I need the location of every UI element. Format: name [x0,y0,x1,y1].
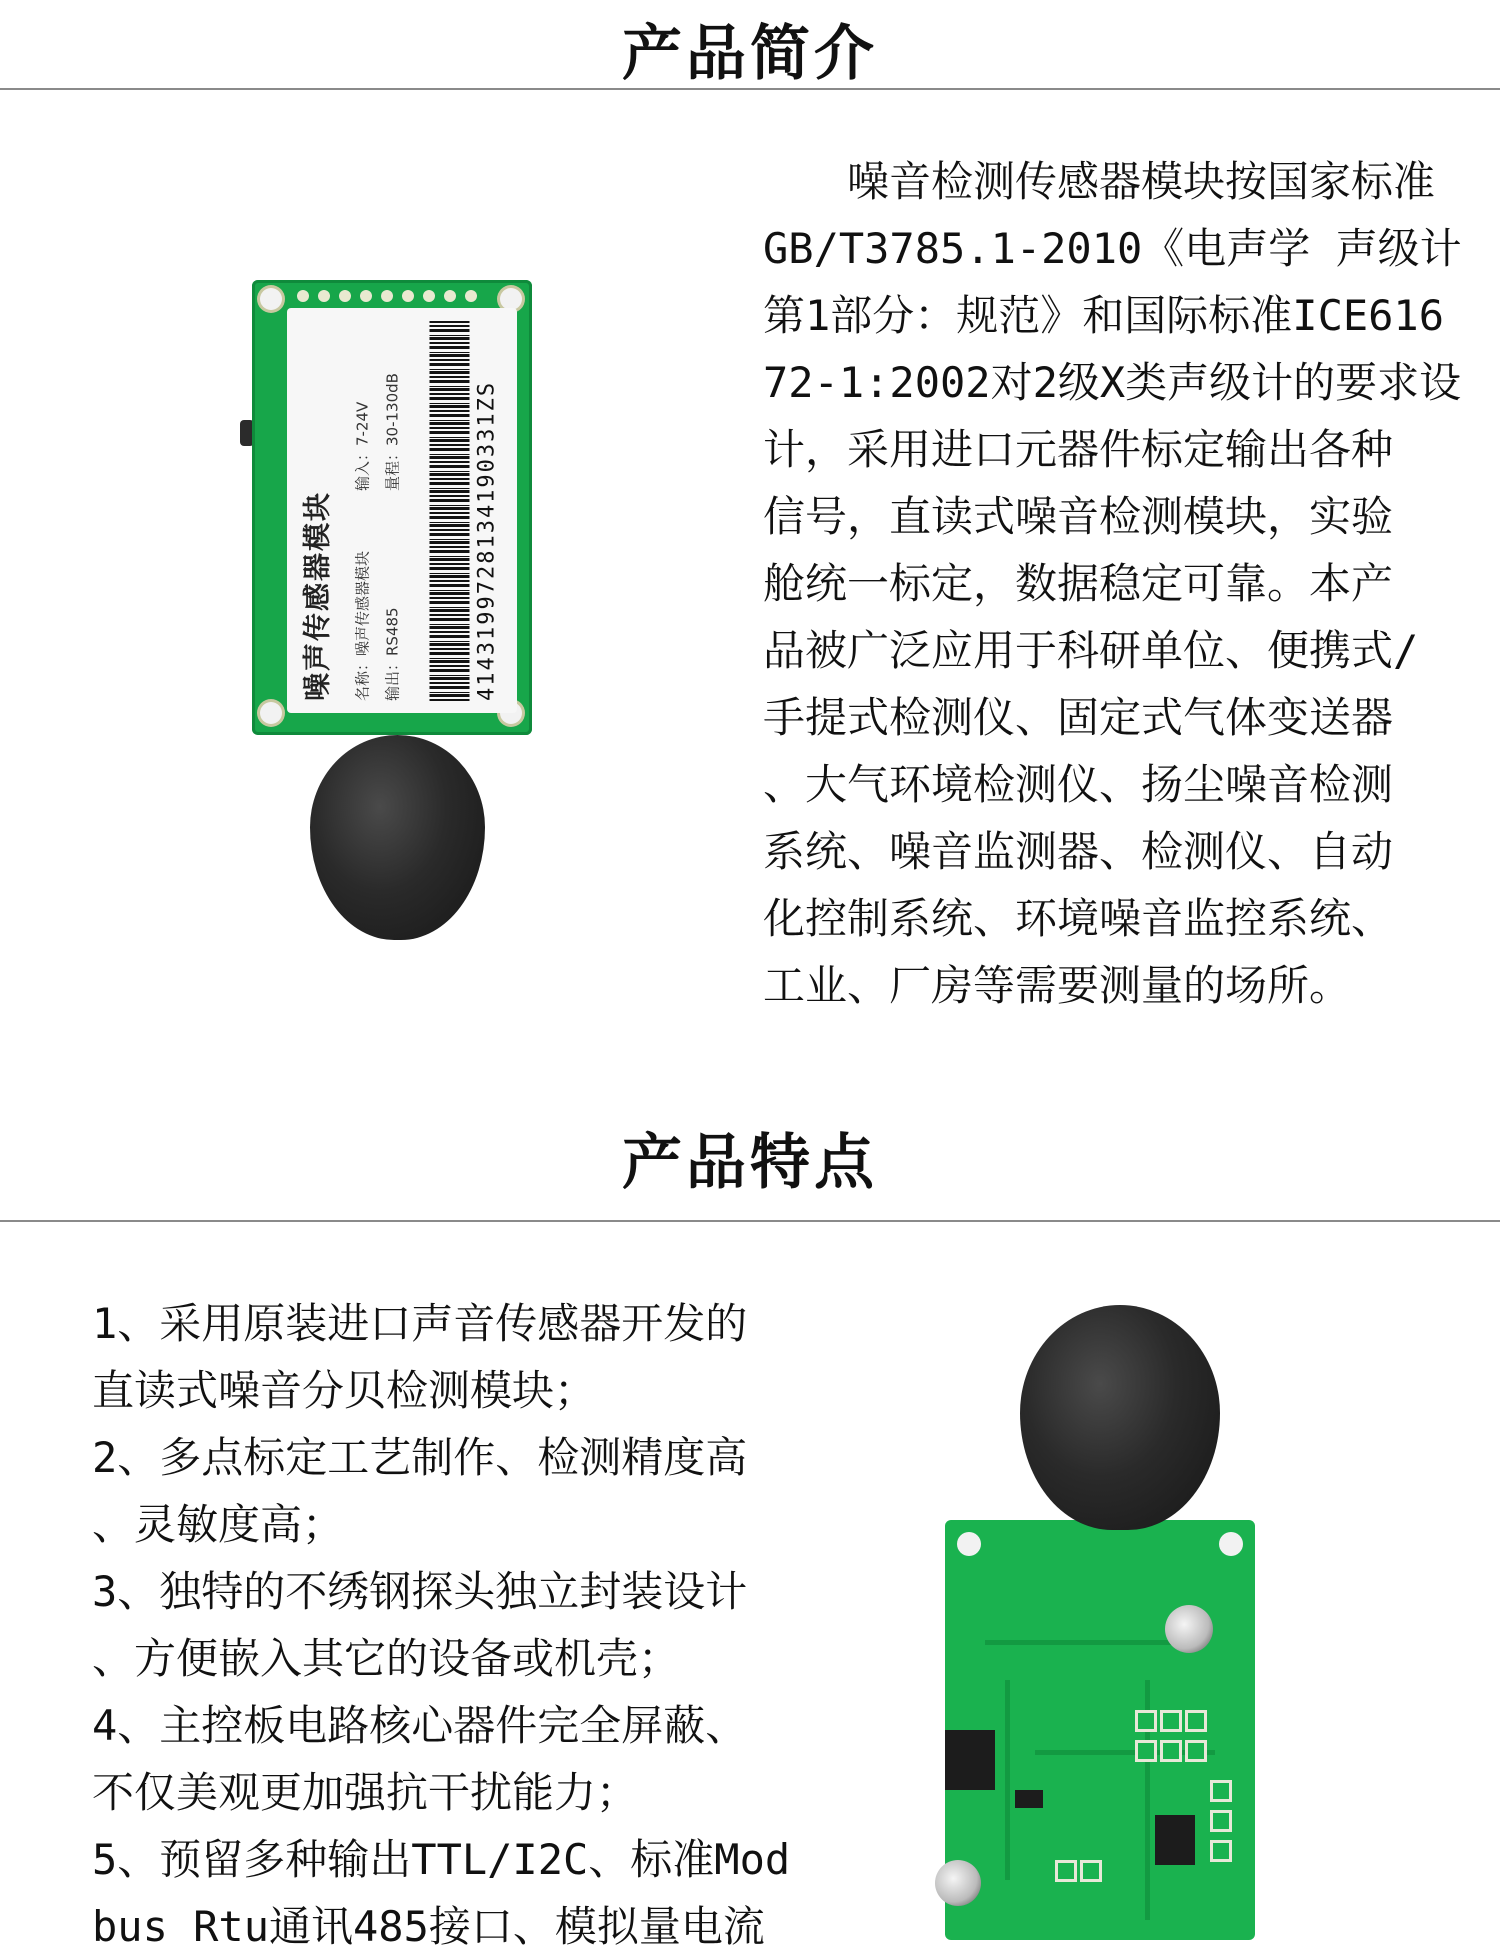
mount-hole [500,288,522,310]
capacitor [1165,1605,1213,1653]
microphone-foam [1020,1305,1220,1530]
intro-line: 舱统一标定，数据稳定可靠。本产 [763,559,1394,608]
label-title: 噪声传感器模块 [300,490,334,701]
intro-line: 手提式检测仪、固定式气体变送器 [763,693,1394,742]
smd-part [1015,1790,1043,1808]
label-serial-code: 4143199728134190331ZS [474,380,500,701]
pin-pad [465,290,477,302]
pcb-board-back [945,1520,1255,1940]
pin-pad [360,290,372,302]
solder-pad [1135,1740,1157,1762]
solder-pad [1210,1810,1232,1832]
label-input: 输入：7-24V [353,401,372,491]
label-range: 量程：30-130dB [383,372,402,491]
solder-pad [1055,1860,1077,1882]
mount-hole [260,702,282,724]
pin-pad [423,290,435,302]
pin-pad [339,290,351,302]
pcb-trace [1005,1680,1010,1880]
feature-line: 、灵敏度高； [92,1500,345,1549]
solder-pad [1210,1840,1232,1862]
barcode [430,321,470,701]
product-label-sticker [287,308,517,713]
intro-line: 噪音检测传感器模块按国家标准 [763,157,1436,206]
mount-hole [260,288,282,310]
intro-line: 工业、厂房等需要测量的场所。 [763,961,1352,1010]
solder-pad [1210,1780,1232,1802]
intro-line: GB/T3785.1-2010《电声学 声级计 [763,224,1462,273]
feature-line: 1、采用原装进口声音传感器开发的 [92,1299,748,1348]
product-intro-paragraph [763,148,1463,1019]
capacitor [935,1860,981,1906]
solder-pad [1080,1860,1102,1882]
intro-line: 72-1:2002对2级X类声级计的要求设 [763,358,1462,407]
label-name: 名称：噪声传感器模块 [353,550,372,701]
mount-hole [1219,1532,1243,1556]
microphone-foam [310,735,485,940]
regulator-chip [945,1730,995,1790]
feature-line: 不仅美观更加强抗干扰能力； [92,1768,639,1817]
intro-line: 第1部分：规范》和国际标准ICE616 [763,291,1445,340]
intro-line: 计，采用进口元器件标定输出各种 [763,425,1394,474]
section-divider-features [0,1220,1500,1222]
pcb-board-front [252,280,532,735]
intro-line: 信号，直读式噪音检测模块，实验 [763,492,1394,541]
feature-line: 5、预留多种输出TTL/I2C、标准Mod [92,1835,791,1884]
pin-pad [297,290,309,302]
mount-hole [957,1532,981,1556]
feature-line: 2、多点标定工艺制作、检测精度高 [92,1433,748,1482]
pin-pad [402,290,414,302]
pin-pad [381,290,393,302]
feature-line: 、方便嵌入其它的设备或机壳； [92,1634,681,1683]
solder-pad [1185,1740,1207,1762]
intro-line: 化控制系统、环境噪音监控系统、 [763,894,1394,943]
feature-line: 直读式噪音分贝检测模块； [92,1366,597,1415]
product-image-back [920,1305,1280,1920]
feature-line: bus Rtu通讯485接口、模拟量电流 [92,1902,765,1951]
feature-line: 4、主控板电路核心器件完全屏蔽、 [92,1701,748,1750]
intro-line: 系统、噪音监测器、检测仪、自动 [763,827,1394,876]
product-image-front [240,275,540,955]
solder-pad [1160,1710,1182,1732]
intro-line: 、大气环境检测仪、扬尘噪音检测 [763,760,1394,809]
pin-pad [318,290,330,302]
label-output: 输出：RS485 [383,606,402,701]
section-title-intro: 产品简介 [622,19,878,89]
ic-chip [1155,1815,1195,1865]
section-divider-intro [0,88,1500,90]
feature-list [92,1290,792,1960]
solder-pad [1135,1710,1157,1732]
solder-pad [1160,1740,1182,1762]
pin-pad [444,290,456,302]
intro-line: 品被广泛应用于科研单位、便携式/ [763,626,1419,675]
solder-pad [1185,1710,1207,1732]
section-title-features: 产品特点 [622,1128,878,1198]
feature-line: 3、独特的不绣钢探头独立封装设计 [92,1567,748,1616]
